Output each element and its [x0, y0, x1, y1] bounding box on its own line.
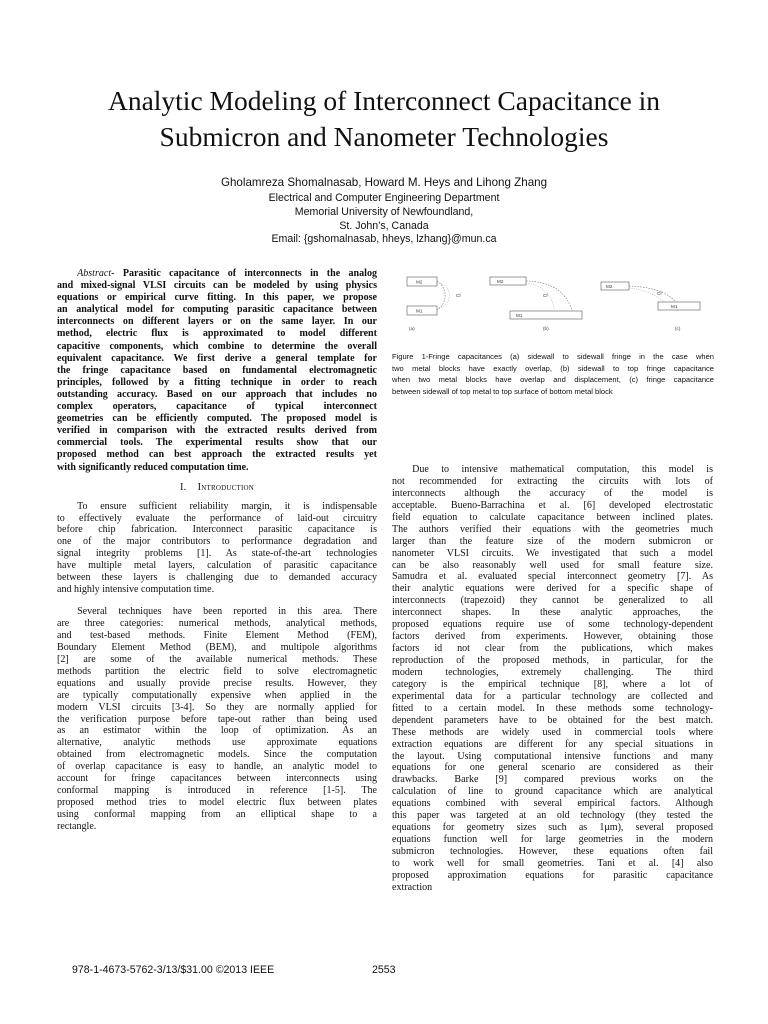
body-line: alternative, analytic methods use approximate equations — [57, 737, 377, 749]
abstract-line: commercial tools. The experimental results show that our — [57, 437, 377, 449]
affiliation-line: St. John’s, Canada — [339, 219, 429, 232]
body-line — [392, 464, 713, 476]
body-line: field equation to calculate capacitance between inclined plates. — [392, 511, 713, 523]
body-line: reproduction of the proposed methods, in particular, for the — [392, 655, 713, 666]
caption-line: between sidewall of top metal to top surface of bottom metal block — [392, 386, 613, 396]
body-line: dependent parameters have to be obtained for the best match. — [392, 714, 713, 726]
body-line: are three categories: numerical methods, analytical methods, — [57, 618, 377, 630]
body-line: signal integrity problems [1]. As state-of-the-art technologies — [57, 548, 377, 560]
body-line: methods partition the electric field to solve electromagnetic — [57, 665, 377, 677]
abstract-line: with significantly reduced computation time. — [57, 461, 249, 473]
body-line — [57, 606, 377, 618]
body-line: drawbacks. Barke [9] compared previous works on the — [392, 774, 713, 786]
body-line: equations combined with several empirical factors. Although — [392, 798, 713, 810]
body-line — [57, 501, 377, 513]
metal-label: M1 — [671, 304, 678, 309]
body-line: experimental data for a particular technology are collected and — [392, 690, 713, 702]
body-line: their analytic equations were derived for a specific shape of — [392, 583, 713, 595]
body-line: the layout. Using computational intensive functions and many — [392, 750, 713, 762]
body-line: modern VLSI circuits [3-4]. So they are normally applied for — [57, 701, 377, 713]
abstract-line: geometries can be efficiently computed. The proposed model is — [57, 413, 377, 425]
footer-isbn: 978-1-4673-5762-3/13/$31.00 ©2013 IEEE — [72, 964, 275, 976]
body-line: conformal mapping is introduced in reference [1-5]. The — [57, 785, 377, 797]
body-line: proposed approximation equations for parasitic capacitance — [392, 869, 713, 881]
abstract-line-text: Parasitic capacitance of interconnects in the analog — [122, 268, 377, 279]
abstract-line: equivalent capacitance. We first derive a general template for — [57, 352, 377, 364]
abstract-line: proposed method can best approach the extracted results yet — [57, 449, 377, 461]
body-line: fitted to a certain model. In these methods some technology- — [392, 702, 713, 714]
abstract-line — [57, 268, 377, 280]
affiliation-block — [0, 192, 768, 247]
panel-label: (c) — [675, 326, 681, 331]
metal-label: M1 — [516, 313, 523, 318]
body-line: calculation of line to ground capacitance which are analytical — [392, 786, 713, 798]
abstract-line: and mixed-signal VLSI circuits can be modeled by using physics — [57, 280, 377, 292]
metal-block — [490, 277, 526, 285]
body-line: equations for one general scenario are considered as their — [392, 762, 713, 774]
body-line: between these layers is challenging due to demanded accuracy — [57, 572, 377, 584]
body-line: proposed equations require use of some technology-dependent — [392, 619, 713, 631]
cap-label: Cf — [543, 293, 548, 298]
author-list: Gholamreza Shomalnasab, Howard M. Heys and Lihong Zhang — [220, 176, 548, 189]
metal-label: M2 — [416, 279, 423, 285]
abstract-line: method, electric flux is approximated to model different — [57, 328, 377, 340]
body-line: to effectively evaluate the performance of laid-out circuitry — [57, 512, 377, 524]
body-line: equations and usually provide precise results. However, they — [57, 677, 377, 689]
abstract-line: the fringe capacitance based on fundamental electromagnetic — [57, 364, 377, 376]
body-line: acceptable. Bueno-Barrachina et al. [6] developed electrostatic — [392, 499, 713, 511]
cap-label: Cf — [456, 293, 461, 298]
body-line: using conformal mapping from an elliptical shape to a — [57, 809, 377, 821]
body-line: this paper was targeted at an old technology (they tested the — [392, 810, 713, 822]
abstract-line: an analytical model for computing parasitic capacitance between — [57, 304, 377, 316]
section-number: I. — [179, 481, 187, 493]
abstract-line: verified in comparison with the extracted results derived from — [57, 425, 377, 437]
abstract — [57, 268, 377, 474]
caption-line: Figure 1-Fringe capacitances (a) sidewall to sidewall fringe in the case when — [392, 352, 714, 361]
paper-title — [40, 83, 728, 155]
affiliation-line: Memorial University of Newfoundland, — [294, 205, 474, 218]
body-line: account for fringe capacitances between interconnects using — [57, 773, 377, 785]
metal-label: M2 — [497, 279, 504, 284]
body-line: of overlap capacitance is easy to handle, an analytic model to — [57, 761, 377, 773]
body-line: before chip fabrication. Interconnect parasitic capacitance is — [57, 524, 377, 536]
abstract-line: principles, followed by a fitting technique in order to reach — [57, 376, 377, 388]
cap-label: Cf — [657, 291, 662, 296]
body-line: and highly intensive computation time. — [57, 584, 215, 596]
metal-label: M1 — [416, 308, 423, 314]
body-line: can be also reasonably well used for small feature size. — [392, 559, 713, 571]
section-heading — [57, 482, 377, 494]
body-line: interconnects although the accuracy of the model is — [392, 487, 713, 499]
affiliation-line: Electrical and Computer Engineering Department — [268, 192, 500, 204]
body-line-text: Several techniques have been reported in this area. There — [77, 606, 377, 618]
body-line: larger than the feature size of the modern submicron or — [392, 535, 713, 547]
body-line: to work well for small geometries. Tani et al. [4] also — [392, 857, 713, 869]
panel-label: (b) — [543, 326, 549, 331]
body-line: These methods are widely used in commercial tools where — [392, 726, 713, 738]
body-line: submicron technologies. However, these equations often fail — [392, 846, 713, 857]
body-line: interconnects (trapezoid) they cannot be generalized to all — [392, 595, 713, 607]
body-line: category is the empirical technique [8], where a lot of — [392, 678, 713, 690]
abstract-line: equations or empirical curve fitting. In this paper, we propose — [57, 292, 377, 304]
left-column — [57, 268, 377, 833]
body-line: as an estimator within the loop of optimization. As an — [57, 725, 377, 737]
body-line: the verification purpose before tape-out rather than being used — [57, 713, 377, 725]
metal-label: M2 — [606, 284, 613, 289]
body-line: equations for geometry sizes such as 1μm), several proposed — [392, 822, 713, 834]
body-line: proposed method tries to model electric flux between plates — [57, 797, 377, 809]
figure-caption — [392, 351, 714, 397]
body-line: Samudra et al. evaluated special interconnect geometry [7]. As — [392, 571, 713, 583]
body-line: The authors verified their equations with the geometries much — [392, 523, 713, 535]
flux-arc — [526, 283, 555, 311]
body-line: [2] are some of the available numerical methods. These — [57, 653, 377, 665]
right-column — [392, 464, 713, 894]
body-line: extraction — [392, 881, 433, 893]
abstract-line: complex operators, capacitance of typical interconnect — [57, 401, 377, 413]
body-line: one of the major contributors to performance degradation and — [57, 536, 377, 548]
caption-line: when two metal blocks have overlap and displacement, (c) fringe capacitance — [392, 375, 714, 384]
body-line: equations function well for large geometries in the modern — [392, 834, 713, 846]
body-line: interconnect shapes. In these analytic approaches, the — [392, 607, 713, 619]
title-line: Submicron and Nanometer Technologies — [159, 121, 609, 152]
flux-arc — [437, 283, 450, 308]
body-line-text: To ensure sufficient reliability margin, it is indispensable — [77, 500, 377, 512]
body-line: nanometer VLSI circuits. We investigated that such a model — [392, 547, 713, 559]
body-line: factors derived from experiments. However, obtaining those — [392, 631, 713, 643]
body-line: not recommended for extracting the circuits with lots of — [392, 475, 713, 487]
abstract-line: interconnects on different layers or on the same layer. In our — [57, 316, 377, 328]
body-line: factors id not clear from the publications, which makes — [392, 643, 713, 655]
body-line: extraction equations are different for any special situations in — [392, 738, 713, 750]
body-line: have multiple metal layers, calculation of parasitic capacitance — [57, 560, 377, 572]
body-line: rectangle. — [57, 820, 97, 832]
body-line: obtained from electromagnetic models. Since the computation — [57, 749, 377, 761]
body-line-text: Due to intensive mathematical computation, this model is — [412, 464, 713, 475]
panel-label: (a) — [409, 326, 415, 331]
title-line: Analytic Modeling of Interconnect Capacitance in — [107, 85, 661, 116]
intro-paragraph-2 — [57, 606, 377, 833]
abstract-line: capacitive components, which combine to determine the overall — [57, 340, 377, 352]
metal-block — [658, 302, 700, 310]
body-line: and test-based methods. Finite Element Method (FEM), — [57, 629, 377, 641]
intro-paragraph-1 — [57, 501, 377, 597]
flux-arc — [629, 286, 676, 302]
affiliation-email: Email: {gshomalnasab, hheys, lzhang}@mun.ca — [271, 233, 497, 246]
abstract-line: outstanding accuracy. Based on our approach that includes no — [57, 388, 377, 400]
footer-page-number: 2553 — [372, 964, 396, 976]
fringe-capacitance-figure — [392, 270, 714, 346]
body-line: modern technologies, extremely challenging. The third — [392, 666, 713, 678]
abstract-label: Abstract- — [77, 268, 115, 279]
section-title: Introduction — [197, 481, 255, 493]
body-line: are typically computationally expensive when applied in the — [57, 689, 377, 701]
caption-line: two metal blocks have exactly overlap, (b) sidewall to top fringe capacitance — [392, 363, 714, 373]
body-line: Boundary Element Method (BEM), and multipole algorithms — [57, 641, 377, 653]
